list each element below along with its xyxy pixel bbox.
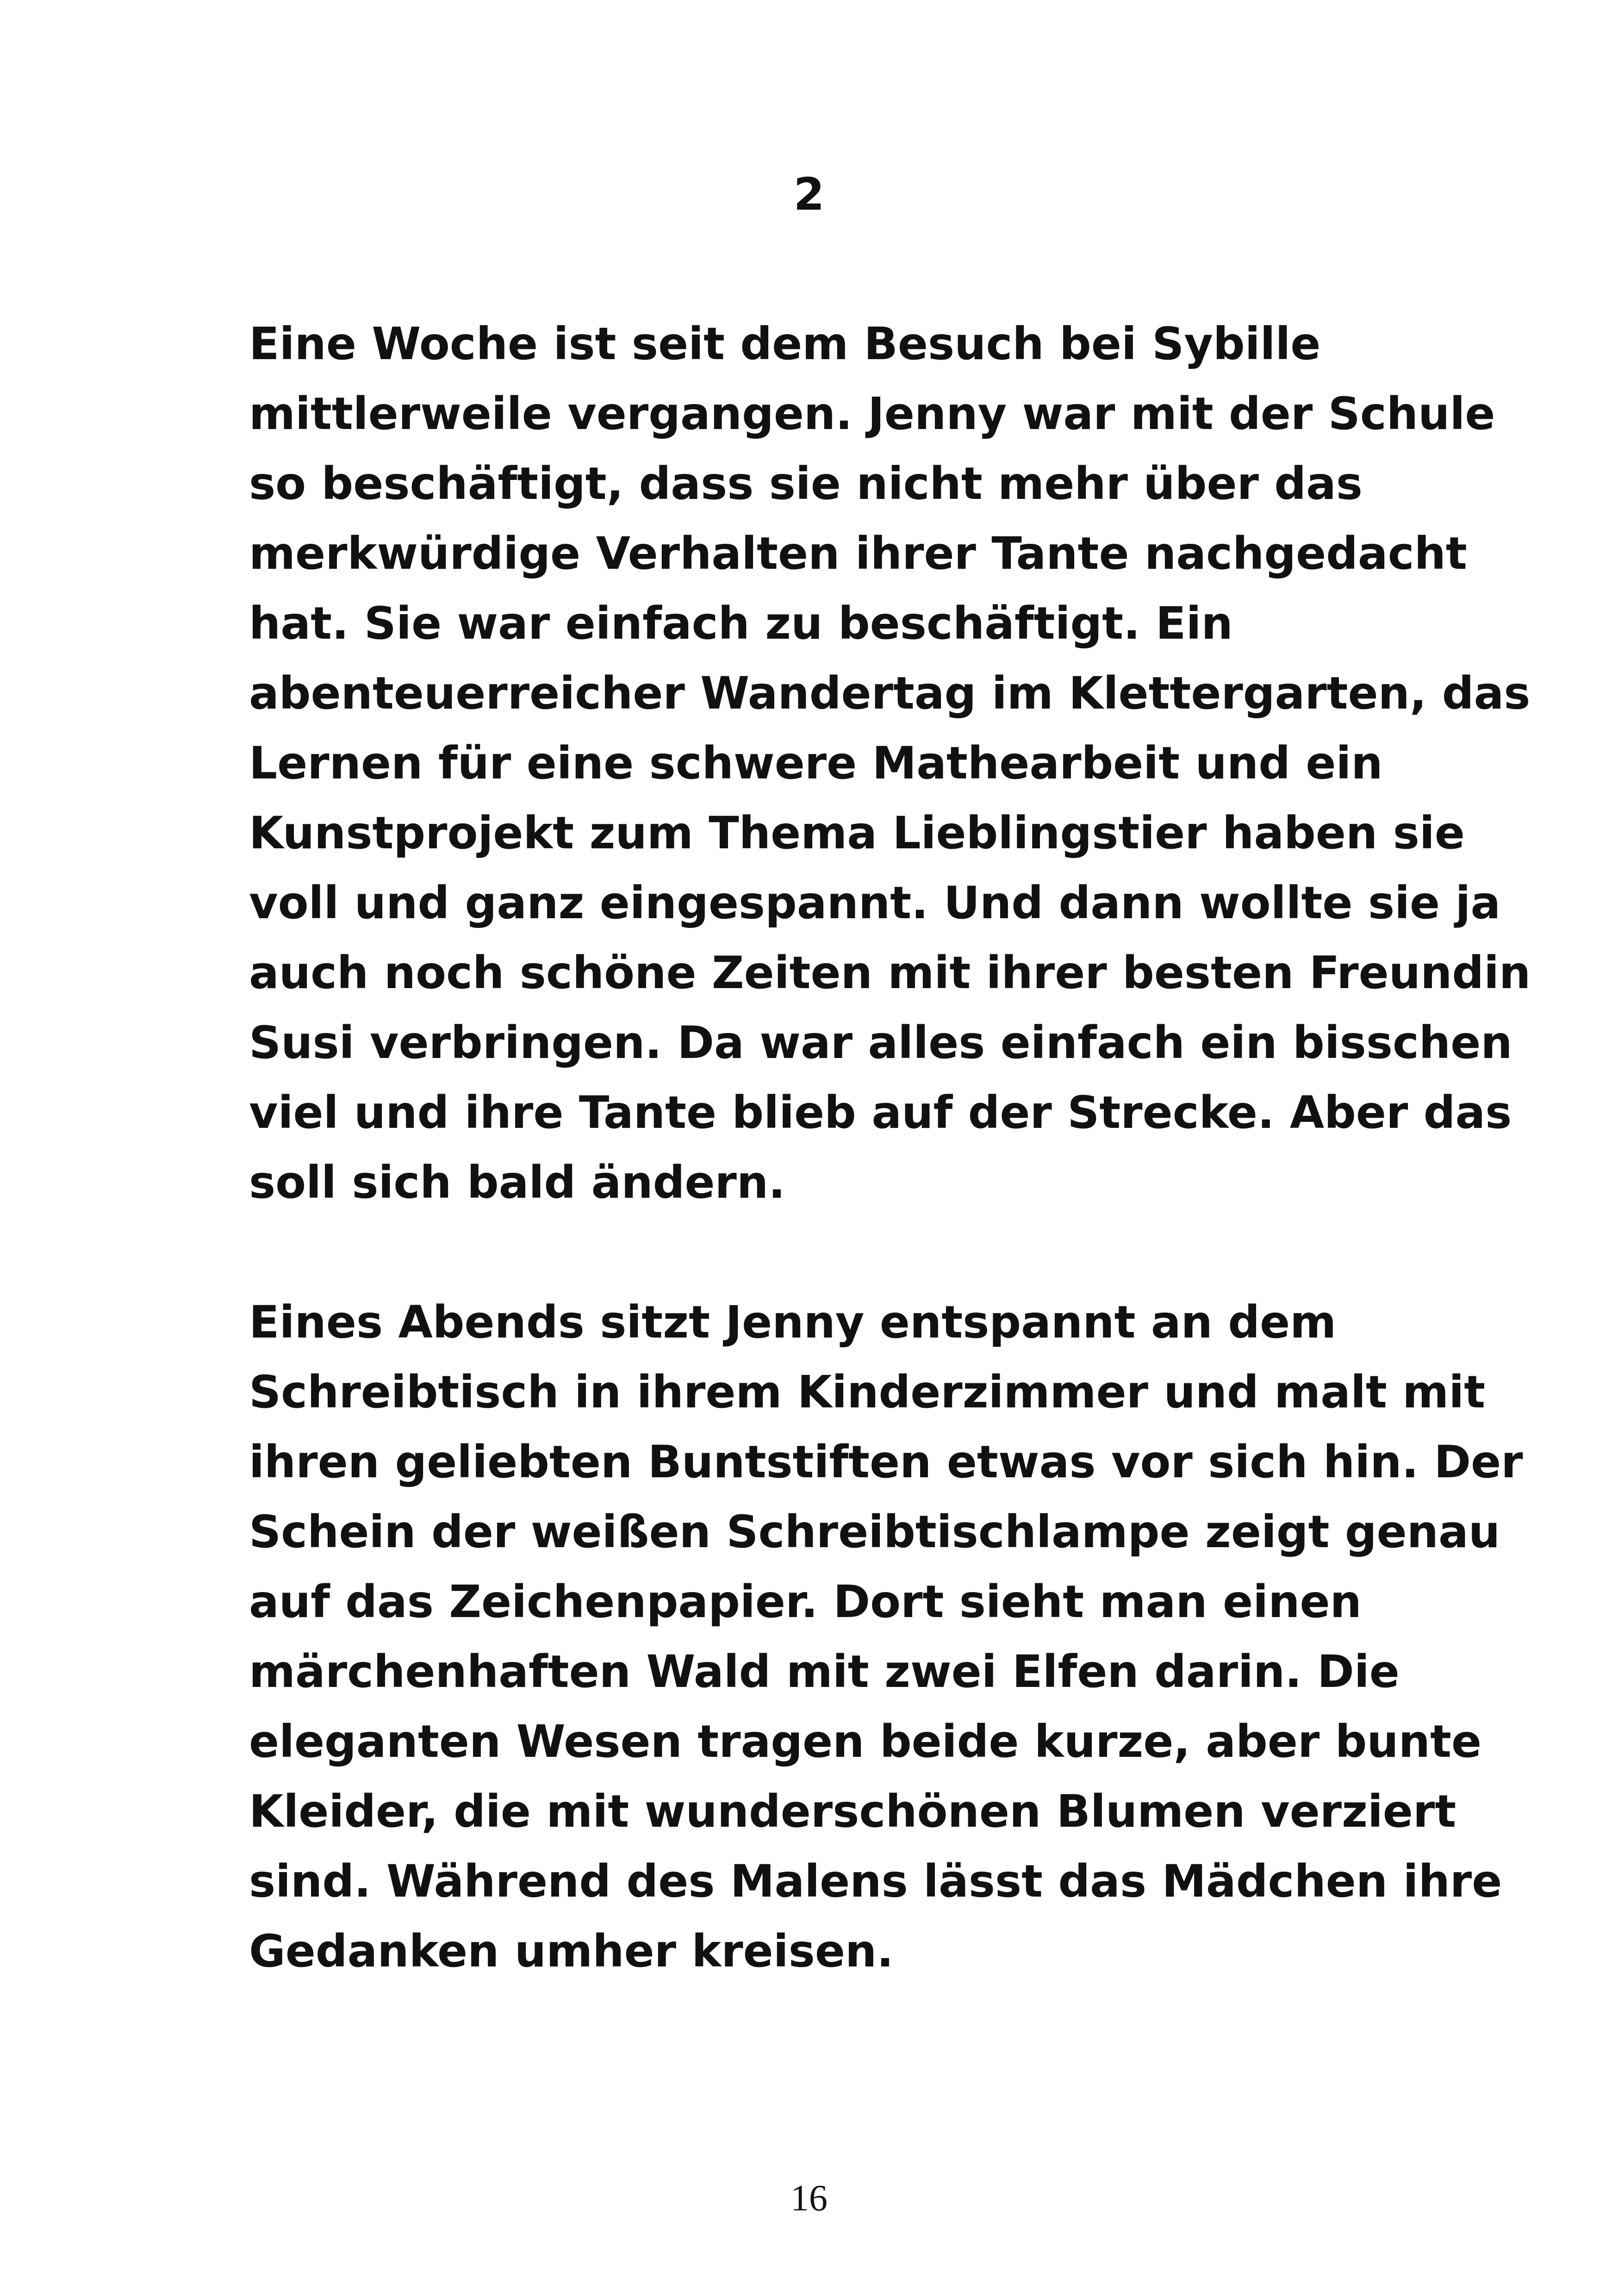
paragraph	[249, 309, 1531, 1218]
text-line: Eines Abends sitzt Jenny entspannt an dem	[249, 1296, 1337, 1348]
text-line: abenteuerreicher Wandertag im Klettergarten, das	[249, 667, 1531, 719]
text-line: merkwürdige Verhalten ihrer Tante nachgedacht	[249, 528, 1467, 579]
text-line: viel und ihre Tante blieb auf der Strecke. Aber das	[249, 1087, 1512, 1139]
text-line: soll sich bald ändern.	[249, 1157, 785, 1208]
chapter-number: 2	[793, 168, 825, 220]
body-text	[249, 309, 1531, 1986]
text-line: Schein der weißen Schreibtischlampe zeigt genau	[249, 1506, 1500, 1558]
text-line: sind. Während des Malens lässt das Mädchen ihre	[249, 1855, 1502, 1907]
text-line: auch noch schöne Zeiten mit ihrer besten Freundin	[249, 947, 1531, 999]
text-line: Susi verbringen. Da war alles einfach ein bisschen	[249, 1017, 1512, 1069]
text-line: mittlerweile vergangen. Jenny war mit der Schule	[249, 388, 1495, 440]
text-line: eleganten Wesen tragen beide kurze, aber bunte	[249, 1716, 1482, 1767]
paragraph-gap	[249, 1218, 1508, 1288]
paragraph	[249, 1288, 1523, 1986]
text-line: so beschäftigt, dass sie nicht mehr über das	[249, 458, 1363, 510]
text-line: voll und ganz eingespannt. Und dann wollte sie ja	[249, 877, 1501, 929]
text-line: Eine Woche ist seit dem Besuch bei Sybille	[249, 318, 1321, 370]
text-line: auf das Zeichenpapier. Dort sieht man einen	[249, 1576, 1362, 1628]
text-line: Gedanken umher kreisen.	[249, 1925, 894, 1977]
text-line: märchenhaften Wald mit zwei Elfen darin. Die	[249, 1646, 1400, 1698]
text-line: Kleider, die mit wunderschönen Blumen verziert	[249, 1786, 1456, 1837]
page-number: 16	[790, 2178, 828, 2219]
text-line: Lernen für eine schwere Mathearbeit und ein	[249, 737, 1383, 789]
text-line: Kunstprojekt zum Thema Lieblingstier haben sie	[249, 807, 1465, 859]
text-line: hat. Sie war einfach zu beschäftigt. Ein	[249, 597, 1233, 649]
text-line: ihren geliebten Buntstiften etwas vor sich hin. Der	[249, 1436, 1523, 1488]
text-line: Schreibtisch in ihrem Kinderzimmer und malt mit	[249, 1366, 1486, 1418]
